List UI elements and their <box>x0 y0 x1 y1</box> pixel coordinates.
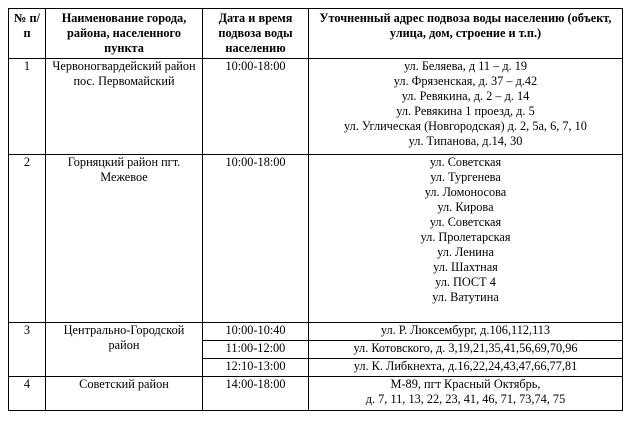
header-num: № п/п <box>9 9 46 59</box>
address-line: ул. Советская <box>429 215 502 229</box>
row-city: Горняцкий район пгт. Межевое <box>46 155 203 323</box>
address-line: ул. К. Либкнехта, д.16,22,24,43,47,66,77,81 <box>353 359 578 373</box>
row-time: 14:00-18:00 <box>203 377 309 411</box>
row-num: 3 <box>9 323 46 377</box>
address-line: ул. Углическая (Новгородская) д. 2, 5а, 6, 7, 10 <box>344 119 587 133</box>
address-line: ул. Пролетарская <box>420 230 511 244</box>
address-line: ул. Кирова <box>437 200 494 214</box>
address-line: ул. Котовского, д. 3,19,21,35,41,56,69,70,96 <box>353 341 578 355</box>
address-line: ул. Типанова, д.14, 30 <box>408 134 523 148</box>
row-address <box>309 341 623 359</box>
header-city: Наименование города, района, населенного пункта <box>46 9 203 59</box>
address-line: М-89, пгт Красный Октябрь, <box>390 377 541 391</box>
address-line: ул. ПОСТ 4 <box>435 275 496 289</box>
row-city: Червоногвардейский район пос. Первомайский <box>46 59 203 155</box>
table-header-row <box>9 9 623 59</box>
row-time: 10:00-10:40 <box>203 323 309 341</box>
address-line: ул. Беляева, д 11 – д. 19 <box>403 59 528 73</box>
header-address: Уточненный адрес подвоза воды населению (объект, улица, дом, строение и т.п.) <box>309 9 623 59</box>
address-line: ул. Фрязенская, д. 37 – д.42 <box>393 74 538 88</box>
header-time: Дата и время подвоза воды населению <box>203 9 309 59</box>
row-addresses <box>309 59 623 155</box>
row-time: 10:00-18:00 <box>203 59 309 155</box>
water-delivery-table <box>8 8 623 411</box>
address-line: ул. Ленина <box>437 245 494 259</box>
address-line: ул. Советская <box>429 155 502 169</box>
row-time: 11:00-12:00 <box>203 341 309 359</box>
row-num: 1 <box>9 59 46 155</box>
table-row <box>9 155 623 323</box>
table-row <box>9 59 623 155</box>
address-line: ул. Ревякина, д. 2 – д. 14 <box>401 89 530 103</box>
table-row <box>9 323 623 341</box>
address-line: д. 7, 11, 13, 22, 23, 41, 46, 71, 73,74, 75 <box>365 392 566 406</box>
row-city: Центрально-Городской район <box>46 323 203 377</box>
row-num: 2 <box>9 155 46 323</box>
row-time: 12:10-13:00 <box>203 359 309 377</box>
row-time: 10:00-18:00 <box>203 155 309 323</box>
row-city: Советский район <box>46 377 203 411</box>
address-line: ул. Ватутина <box>432 290 499 304</box>
row-addresses <box>309 155 623 323</box>
address-line: ул. Ревякина 1 проезд, д. 5 <box>396 104 535 118</box>
address-line: ул. Ломоносова <box>424 185 507 199</box>
row-address <box>309 323 623 341</box>
address-line: ул. Шахтная <box>433 260 498 274</box>
row-address <box>309 359 623 377</box>
row-addresses <box>309 377 623 411</box>
address-line: ул. Тургенева <box>430 170 501 184</box>
row-num: 4 <box>9 377 46 411</box>
table-row <box>9 377 623 411</box>
address-line: ул. Р. Люксембург, д.106,112,113 <box>380 323 551 337</box>
